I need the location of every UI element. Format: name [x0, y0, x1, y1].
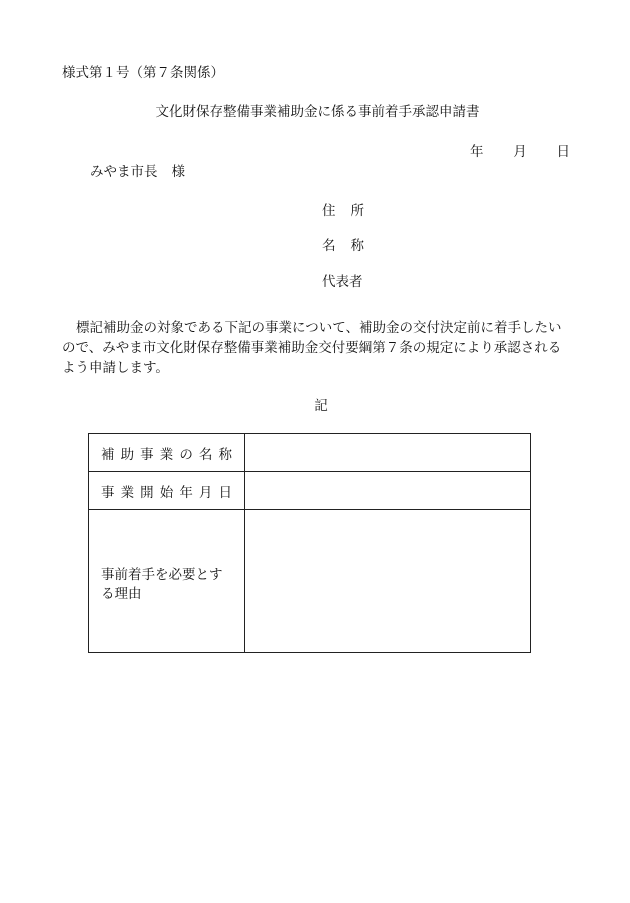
- addressee: [90, 166, 185, 180]
- label-cell: [89, 434, 245, 472]
- document-title: 文化財保存整備事業補助金に係る事前着手承認申請書: [155, 104, 480, 120]
- table-row: [89, 472, 531, 510]
- label-cell: [89, 472, 245, 510]
- project-name-label: 補 助 事 業 の 名 称: [101, 446, 232, 463]
- applicant-representative-label: 代表者: [322, 274, 363, 290]
- details-table: [88, 433, 531, 653]
- table-row: [89, 510, 531, 653]
- body-text: 標記補助金の対象である下記の事業について、補助金の交付決定前に着手したいので、みやま市文化財保存整備事業補助金交付要綱第７条の規定により承認されるよう申請します。: [62, 320, 562, 376]
- reason-value[interactable]: [245, 510, 531, 653]
- month-label: 月: [513, 144, 527, 160]
- ki-heading: 記: [314, 398, 328, 414]
- name-label-char: 称: [350, 238, 364, 254]
- date-line: [470, 146, 570, 160]
- start-date-label: 事 業 開 始 年 月 日: [101, 484, 232, 501]
- name-label-char: 名: [322, 238, 336, 254]
- addressee-honorific: 様: [171, 164, 185, 180]
- project-name-value[interactable]: [245, 434, 531, 472]
- address-label-char: 住: [322, 203, 336, 219]
- label-cell: [89, 510, 245, 653]
- address-label-char: 所: [350, 203, 364, 219]
- year-label: 年: [470, 144, 484, 160]
- reason-label: 事前着手を必要とする理由: [101, 566, 223, 602]
- applicant-name-label: [322, 240, 364, 254]
- start-date-value[interactable]: [245, 472, 531, 510]
- table-row: [89, 434, 531, 472]
- applicant-address-label: [322, 205, 364, 219]
- day-label: 日: [556, 144, 570, 160]
- addressee-name: みやま市長: [90, 164, 158, 180]
- form-number: 様式第１号（第７条関係）: [62, 65, 224, 81]
- body-paragraph: [62, 318, 566, 378]
